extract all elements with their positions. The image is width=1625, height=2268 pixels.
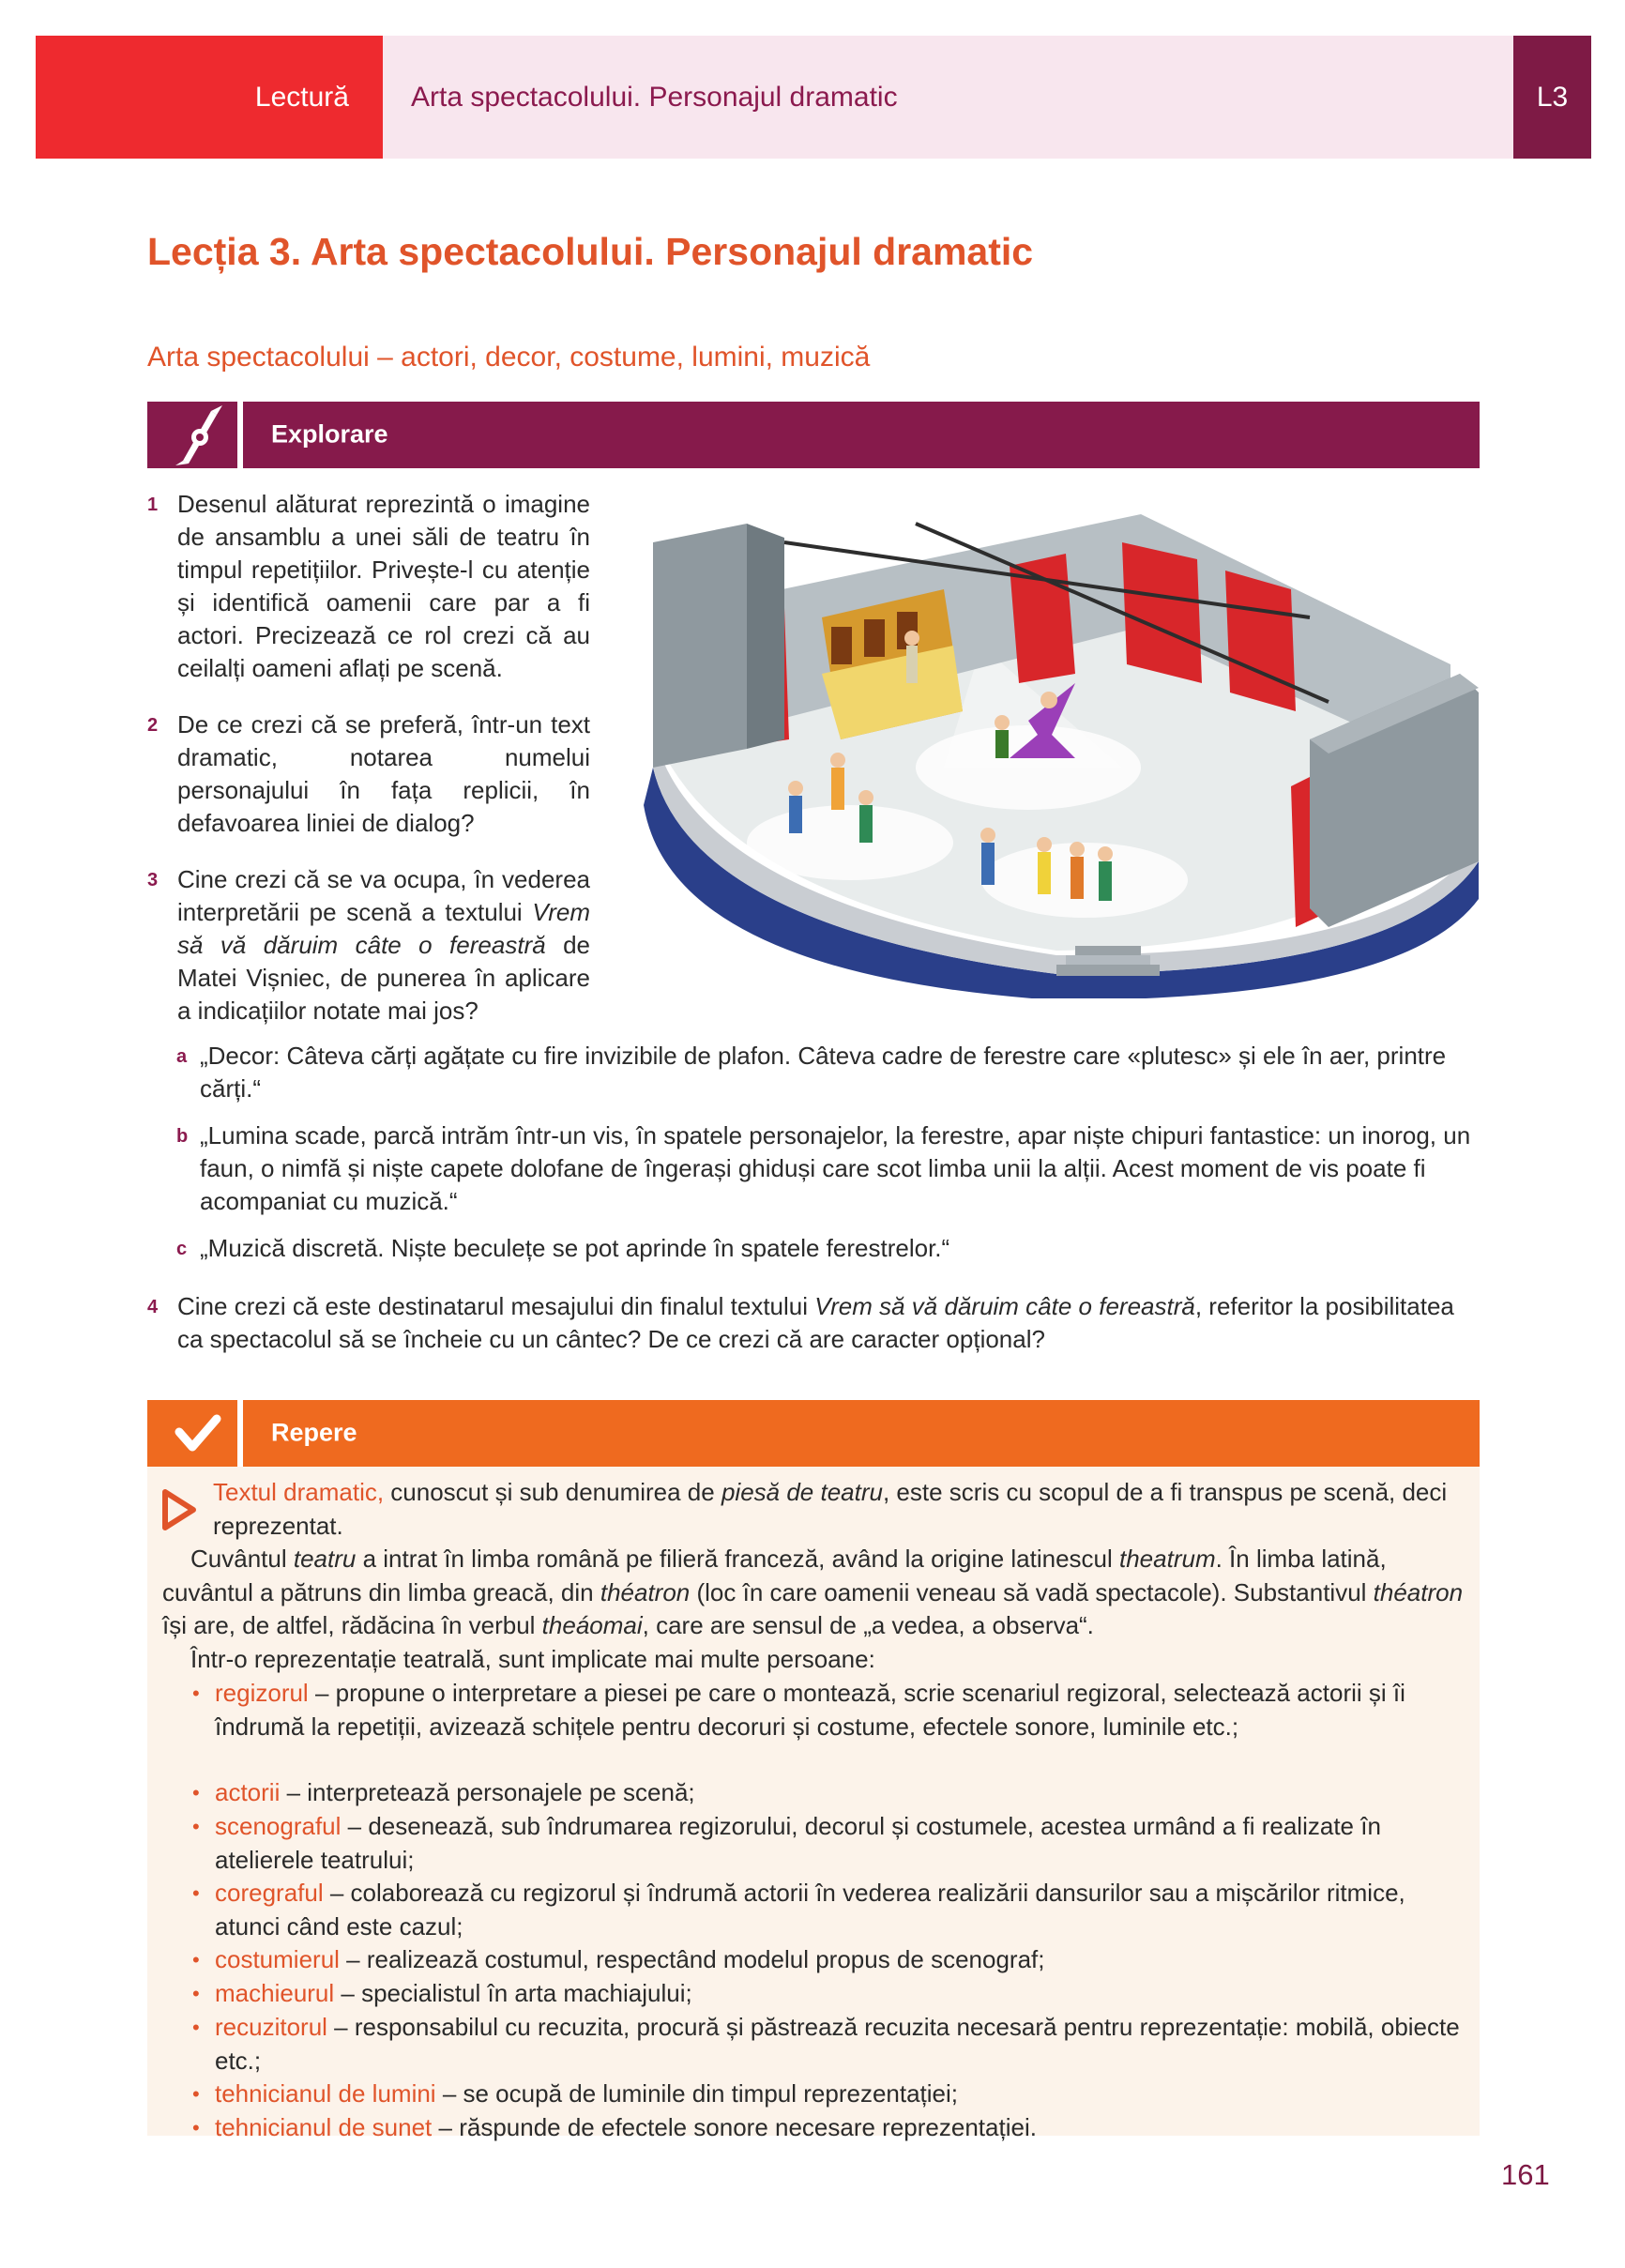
role-term: scenograful xyxy=(215,1812,342,1840)
role-term: tehnicianul de lumini xyxy=(215,2079,436,2108)
repere-p2-run: theatrum xyxy=(1119,1545,1216,1573)
repere-p2-run: a intrat în limba română pe filieră franceză, având la origine latinescul xyxy=(356,1545,1119,1573)
role-list-item xyxy=(192,2078,1468,2111)
theatre-stage-illustration xyxy=(634,486,1494,998)
question-number: 3 xyxy=(147,870,159,890)
repere-p2-run: (loc în care oamenii veneau să vadă spectacole). Substantivul xyxy=(690,1577,1374,1606)
header-section-tag xyxy=(36,36,383,159)
repere-p1-text-a: cunoscut și sub denumirea de xyxy=(384,1478,721,1506)
play-triangle-icon xyxy=(160,1487,198,1532)
role-description: – specialistul în arta machiajului; xyxy=(334,1979,692,2007)
role-list-item xyxy=(192,1977,1468,2011)
repere-paragraph-3: Într-o reprezentație teatrală, sunt implicate mai multe persoane: xyxy=(190,1645,875,1673)
explore-section-bar xyxy=(147,402,1480,468)
role-list-item xyxy=(192,1677,1468,1743)
repere-p2-run: teatru xyxy=(293,1545,357,1573)
explore-label: Explorare xyxy=(271,419,388,449)
compass-icon xyxy=(147,402,243,468)
role-list-item xyxy=(192,2011,1468,2078)
repere-label: Repere xyxy=(271,1418,357,1447)
header-code: L3 xyxy=(1536,82,1569,113)
question-1: Desenul alăturat reprezintă o imagine de ansamblu a unei săli de teatru în timpul repetițiilor. Privește-l cu atenție și identifică oamenii care par a fi actori. Precizează ce rol crezi că au ceilalți oameni aflați pe scenă. xyxy=(177,490,590,682)
role-term: actorii xyxy=(215,1778,281,1806)
header-section-label: Lectură xyxy=(254,82,349,113)
role-description: – responsabilul cu recuzita, procură și păstrează recuzita necesară pentru reprezentație: mobilă, obiecte etc.; xyxy=(215,2013,1460,2075)
repere-p1-text-b: , este scris cu scopul de a fi transpus pe scenă, deci reprezentat. xyxy=(213,1478,1448,1540)
subitem-letter: b xyxy=(176,1126,189,1147)
role-term: coregraful xyxy=(215,1879,324,1907)
role-term: machieurul xyxy=(215,1979,335,2007)
role-description: – desenează, sub îndrumarea regizorului, decorul și costumele, acestea urmând a fi realizate în atelierele teatrului; xyxy=(215,1812,1381,1874)
subitem-c: „Muzică discretă. Niște beculețe se pot aprinde în spatele ferestrelor.“ xyxy=(200,1234,950,1262)
role-description: – colaborează cu regizorul și îndrumă actorii în vederea realizării dansurilor sau a mișcărilor ritmice, atunci când este cazul; xyxy=(215,1879,1405,1941)
term-dramatic-text: Textul dramatic, xyxy=(213,1478,385,1506)
question-number: 4 xyxy=(147,1297,159,1317)
question-4-text-b: , referitor la posibilitatea ca spectacolul să se încheie cu un cântec? De ce crezi că are caracter opțional? xyxy=(177,1292,1454,1353)
question-4 xyxy=(177,1290,1481,1356)
repere-paragraph-2 xyxy=(162,1543,1470,1643)
role-term: costumierul xyxy=(215,1945,340,1973)
repere-label-box xyxy=(243,1400,1480,1467)
question-3 xyxy=(177,863,590,1027)
role-description: – propune o interpretare a piesei pe care o montează, scrie scenariul regizoral, selectează actorii și îi îndrumă la repetiții, avizează schițele pentru decoruri și costume, efectele sonore, luminile etc.; xyxy=(215,1679,1405,1741)
role-description: – realizează costumul, respectând modelul propus de scenograf; xyxy=(339,1945,1045,1973)
repere-paragraph-1 xyxy=(213,1476,1470,1543)
role-list-item xyxy=(192,1810,1468,1877)
role-list-item xyxy=(192,1943,1468,1977)
question-4-text-a: Cine crezi că este destinatarul mesajului din finalul textului xyxy=(177,1292,815,1320)
role-description: – răspunde de efectele sonore necesare reprezentației. xyxy=(432,2113,1037,2141)
repere-p2-run: théatron xyxy=(600,1577,691,1606)
subitem-a: „Decor: Câteva cărți agățate cu fire invizibile de plafon. Câteva cadre de ferestre care «plutesc» și ele în aer, printre cărți.“ xyxy=(200,1042,1447,1103)
role-term: tehnicianul de sunet xyxy=(215,2113,433,2141)
subitem-b: „Lumina scade, parcă intrăm într-un vis, în spatele personajelor, la ferestre, apar niște chipuri fantastice: un inorog, un faun, o nimfă și niște capete dolofane de îngerași ghiduși care scot limba unii la alții. Acest moment de vis poate fi acompaniat cu muzică.“ xyxy=(200,1121,1471,1215)
question-3-text-a: Cine crezi că se va ocupa, în vederea interpretării pe scenă a textului xyxy=(177,865,590,926)
repere-p2-run: theáomai xyxy=(541,1611,643,1639)
section-subtitle: Arta spectacolului – actori, decor, costume, lumini, muzică xyxy=(147,342,871,373)
role-term: recuzitorul xyxy=(215,2013,327,2041)
repere-p1-italic: piesă de teatru xyxy=(721,1478,883,1506)
repere-section-bar xyxy=(147,1400,1480,1467)
subitem-letter: c xyxy=(176,1239,188,1259)
question-4-work-title: Vrem să vă dăruim câte o fereastră xyxy=(814,1292,1195,1320)
page-number: 161 xyxy=(1501,2158,1550,2191)
role-list-item xyxy=(192,1877,1468,1943)
role-description: – interpretează personajele pe scenă; xyxy=(280,1778,695,1806)
header-title: Arta spectacolului. Personajul dramatic xyxy=(411,82,898,113)
question-number: 1 xyxy=(147,495,159,515)
role-list-item xyxy=(192,2111,1468,2145)
explore-label-box xyxy=(243,402,1480,468)
repere-p2-run: își are, de altfel, rădăcina în verbul xyxy=(162,1611,542,1639)
header-code-tag xyxy=(1513,36,1591,159)
repere-p2-run: , care are sensul de „a vedea, a observa“. xyxy=(642,1611,1094,1639)
checkmark-icon xyxy=(147,1400,243,1467)
role-list-item xyxy=(192,1776,1468,1810)
subitem-letter: a xyxy=(176,1046,188,1067)
question-2: De ce crezi că se preferă, într-un text dramatic, notarea numelui personajului în fața replicii, în defavoarea liniei de dialog? xyxy=(177,710,590,837)
question-3-work-title: Vrem să vă dăruim câte o fereastră xyxy=(177,898,590,959)
header-title-strip xyxy=(383,36,1513,159)
page-header xyxy=(36,36,1591,159)
question-number: 2 xyxy=(147,715,159,736)
repere-content-box xyxy=(147,1467,1480,2141)
repere-p2-run: . În limba latină, cuvântul a pătruns din limba greacă, din xyxy=(162,1545,1387,1606)
repere-p2-run: Cuvântul xyxy=(190,1545,294,1573)
question-3-text-b: de Matei Vișniec, de punerea în aplicare a indicațiilor notate mai jos? xyxy=(177,931,590,1025)
role-term: regizorul xyxy=(215,1679,309,1707)
repere-p2-run: théatron xyxy=(1373,1577,1464,1606)
role-description: – se ocupă de luminile din timpul reprezentației; xyxy=(435,2079,959,2108)
lesson-title: Lecția 3. Arta spectacolului. Personajul dramatic xyxy=(147,230,1034,273)
